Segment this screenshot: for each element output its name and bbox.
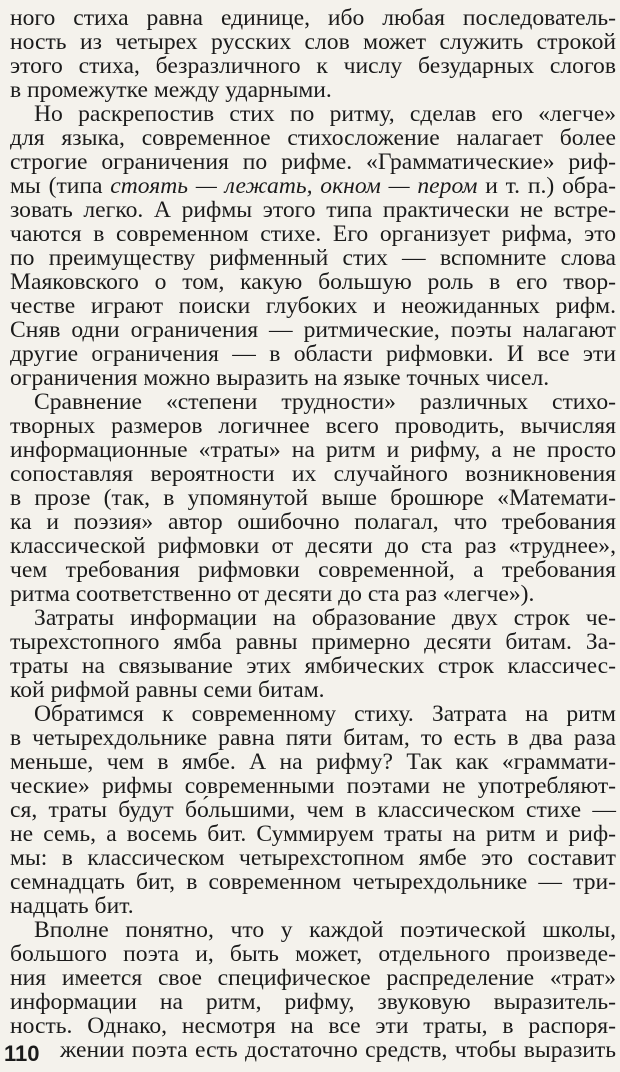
text-line: честве играют поиски глубоких и неожиданных рифм. <box>10 293 616 319</box>
italic-example-rhymes: стоять — лежать, окном — пером <box>110 173 478 199</box>
paragraph-first-line: Затраты информации на образование двух строк че- <box>34 605 616 631</box>
text-line: не семь, а восемь бит. Суммируем траты на ритм и риф- <box>10 821 616 847</box>
text-line: зовать легко. А рифмы этого типа практически не встре- <box>10 197 616 223</box>
text-line: по преимуществу рифменный стих — вспомните слова <box>10 245 616 271</box>
text-line: сопоставляя вероятности их случайного возникновения <box>10 461 616 487</box>
page-number: 110 <box>4 1041 40 1066</box>
text-line: ния имеется свое специфическое распределение «трат» <box>10 965 616 991</box>
text-line: жении поэта есть достаточно средств, чтобы выразить <box>60 1037 616 1063</box>
text-line: информационные «траты» на ритм и рифму, а не просто <box>10 437 616 463</box>
text-line: строгие ограничения по рифме. «Грамматические» риф- <box>10 149 616 175</box>
text-line: траты на связывание этих ямбических строк классичес- <box>10 653 616 679</box>
text-line: ся, траты будут бо́льшими, чем в классическом стихе — <box>10 797 616 823</box>
text-line: этого стиха, безразличного к числу безударных слогов <box>10 53 616 79</box>
text-line: ность. Однако, несмотря на все эти траты, в распоря- <box>10 1013 616 1039</box>
text-line: Сняв одни ограничения — ритмические, поэты налагают <box>10 317 616 343</box>
text-line: тырехстопного ямба равны примерно десяти битам. За- <box>10 629 616 655</box>
text-line: ность из четырех русских слов может служить строкой <box>10 29 616 55</box>
text-line: чем требования рифмовки современной, а требования <box>10 557 616 583</box>
text-line-italic-examples: мы (типа стоять — лежать, окном — пером и т. п.) обра- <box>10 173 616 199</box>
text-line: семнадцать бит, в современном четырехдольнике — три- <box>10 869 616 895</box>
text-line: в промежутке между ударными. <box>10 77 332 103</box>
text-line: кой рифмой равны семи битам. <box>10 677 325 703</box>
text-line: чаются в современном стихе. Его организует рифма, это <box>10 221 616 247</box>
text-line: информации на ритм, рифму, звуковую выразитель- <box>10 989 616 1015</box>
text-line: Маяковского о том, какую большую роль в его твор- <box>10 269 616 295</box>
text-line: ка и поэзия» автор ошибочно полагал, что требования <box>10 509 616 535</box>
text-line: ограничения можно выразить на языке точных чисел. <box>10 365 550 391</box>
text-line: ческие» рифмы современными поэтами не употребляют- <box>10 773 616 799</box>
text-line: мы: в классическом четырехстопном ямбе это составит <box>10 845 616 871</box>
text-line: в прозе (так, в упомянутой выше брошюре «Математи- <box>10 485 616 511</box>
paragraph-first-line: Но раскрепостив стих по ритму, сделав его «легче» <box>34 101 616 127</box>
text-line: надцать бит. <box>10 893 134 919</box>
text-line: большого поэта и, быть может, отдельного произведе- <box>10 941 616 967</box>
text-line: ного стиха равна единице, ибо любая последователь- <box>10 5 616 31</box>
paragraph-first-line: Вполне понятно, что у каждой поэтической школы, <box>34 917 616 943</box>
text-line: другие ограничения — в области рифмовки. И все эти <box>10 341 616 367</box>
text-line: для языка, современное стихосложение налагает более <box>10 125 616 151</box>
text-line: меньше, чем в ямбе. А на рифму? Так как «граммати- <box>10 749 616 775</box>
text-line: ритма соответственно от десяти до ста раз «легче»). <box>10 581 535 607</box>
paragraph-first-line: Обратимся к современному стиху. Затрата на ритм <box>34 701 616 727</box>
text-line: классической рифмовки от десяти до ста раз «труднее», <box>10 533 616 559</box>
text-line: в четырехдольнике равна пяти битам, то есть в два раза <box>10 725 616 751</box>
paragraph-first-line: Сравнение «степени трудности» различных стихо- <box>34 389 616 415</box>
text-line: творных размеров логичнее всего проводить, вычисляя <box>10 413 616 439</box>
